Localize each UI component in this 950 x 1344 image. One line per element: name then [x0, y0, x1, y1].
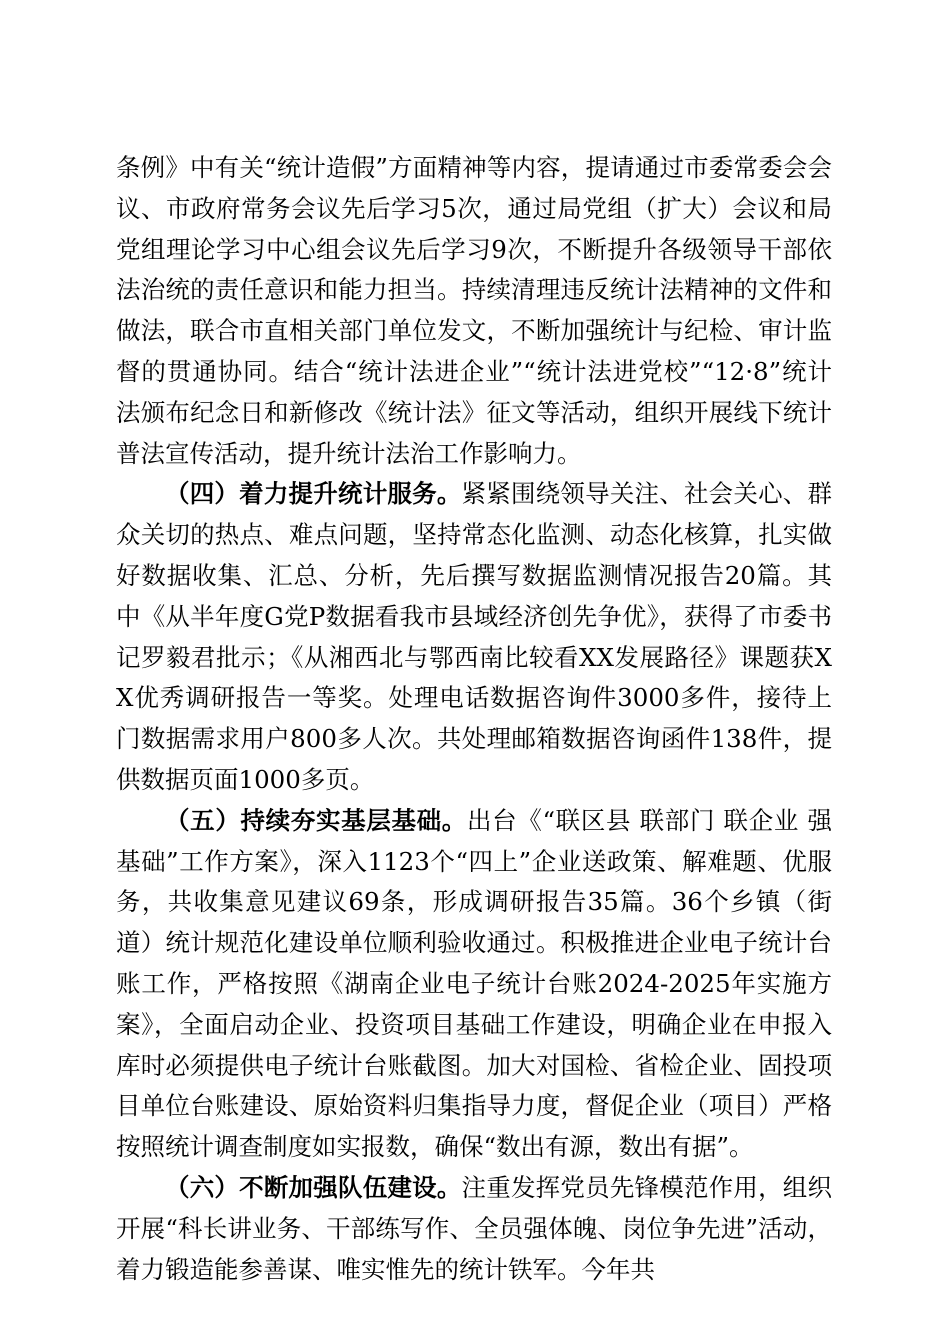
- section-heading: （五）持续夯实基层基础。: [165, 805, 467, 835]
- paragraph-text: 注重发挥党员先锋模范作用，组织开展“科长讲业务、干部练写作、全员强体魄、岗位争先进”活动，着力锻造能参善谋、唯实惟先的统计铁军。今年共: [116, 1172, 833, 1284]
- paragraph-continued: [116, 148, 832, 474]
- document-page: [116, 148, 832, 1290]
- paragraph-text: 出台《“联区县 联部门 联企业 强基础”工作方案》，深入1123个“四上”企业送政策、解难题、优服务，共收集意见建议69条，形成调研报告35篇。36个乡镇（街道）统计规范化建设单位顺利验收通过。积极推进企业电子统计台账工作，严格按照《湖南企业电子统计台账2024-2025年实施方案》，全面启动企业、投资项目基础工作建设，明确企业在申报入库时必须提供电子统计台账截图。加大对国检、省检企业、固投项目单位台账建设、原始资料归集指导力度，督促企业（项目）严格按照统计调查制度如实报数，确保“数出有源，数出有据”。: [116, 805, 833, 1162]
- paragraph-section-6: [116, 1168, 832, 1290]
- section-heading: （四）着力提升统计服务。: [165, 479, 462, 509]
- paragraph-section-4: [116, 474, 832, 800]
- paragraph-text: 条例》中有关“统计造假”方面精神等内容，提请通过市委常委会会议、市政府常务会议先后学习5次，通过局党组（扩大）会议和局党组理论学习中心组会议先后学习9次，不断提升各级领导干部依法治统的责任意识和能力担当。持续清理违反统计法精神的文件和做法，联合市直相关部门单位发文，不断加强统计与纪检、审计监督的贯通协同。结合“统计法进企业”“统计法进党校”“12·8”统计法颁布纪念日和新修改《统计法》征文等活动，组织开展线下统计普法宣传活动，提升统计法治工作影响力。: [116, 153, 832, 468]
- section-heading: （六）不断加强队伍建设。: [165, 1172, 462, 1202]
- paragraph-text: 紧紧围绕领导关注、社会关心、群众关切的热点、难点问题，坚持常态化监测、动态化核算，扎实做好数据收集、汇总、分析，先后撰写数据监测情况报告20篇。其中《从半年度G党P数据看我市县域经济创先争优》，获得了市委书记罗毅君批示；《从湘西北与鄂西南比较看XX发展路径》课题获XX优秀调研报告一等奖。处理电话数据咨询件3000多件，接待上门数据需求用户800多人次。共处理邮箱数据咨询函件138件，提供数据页面1000多页。: [116, 479, 833, 794]
- paragraph-section-5: [116, 801, 832, 1168]
